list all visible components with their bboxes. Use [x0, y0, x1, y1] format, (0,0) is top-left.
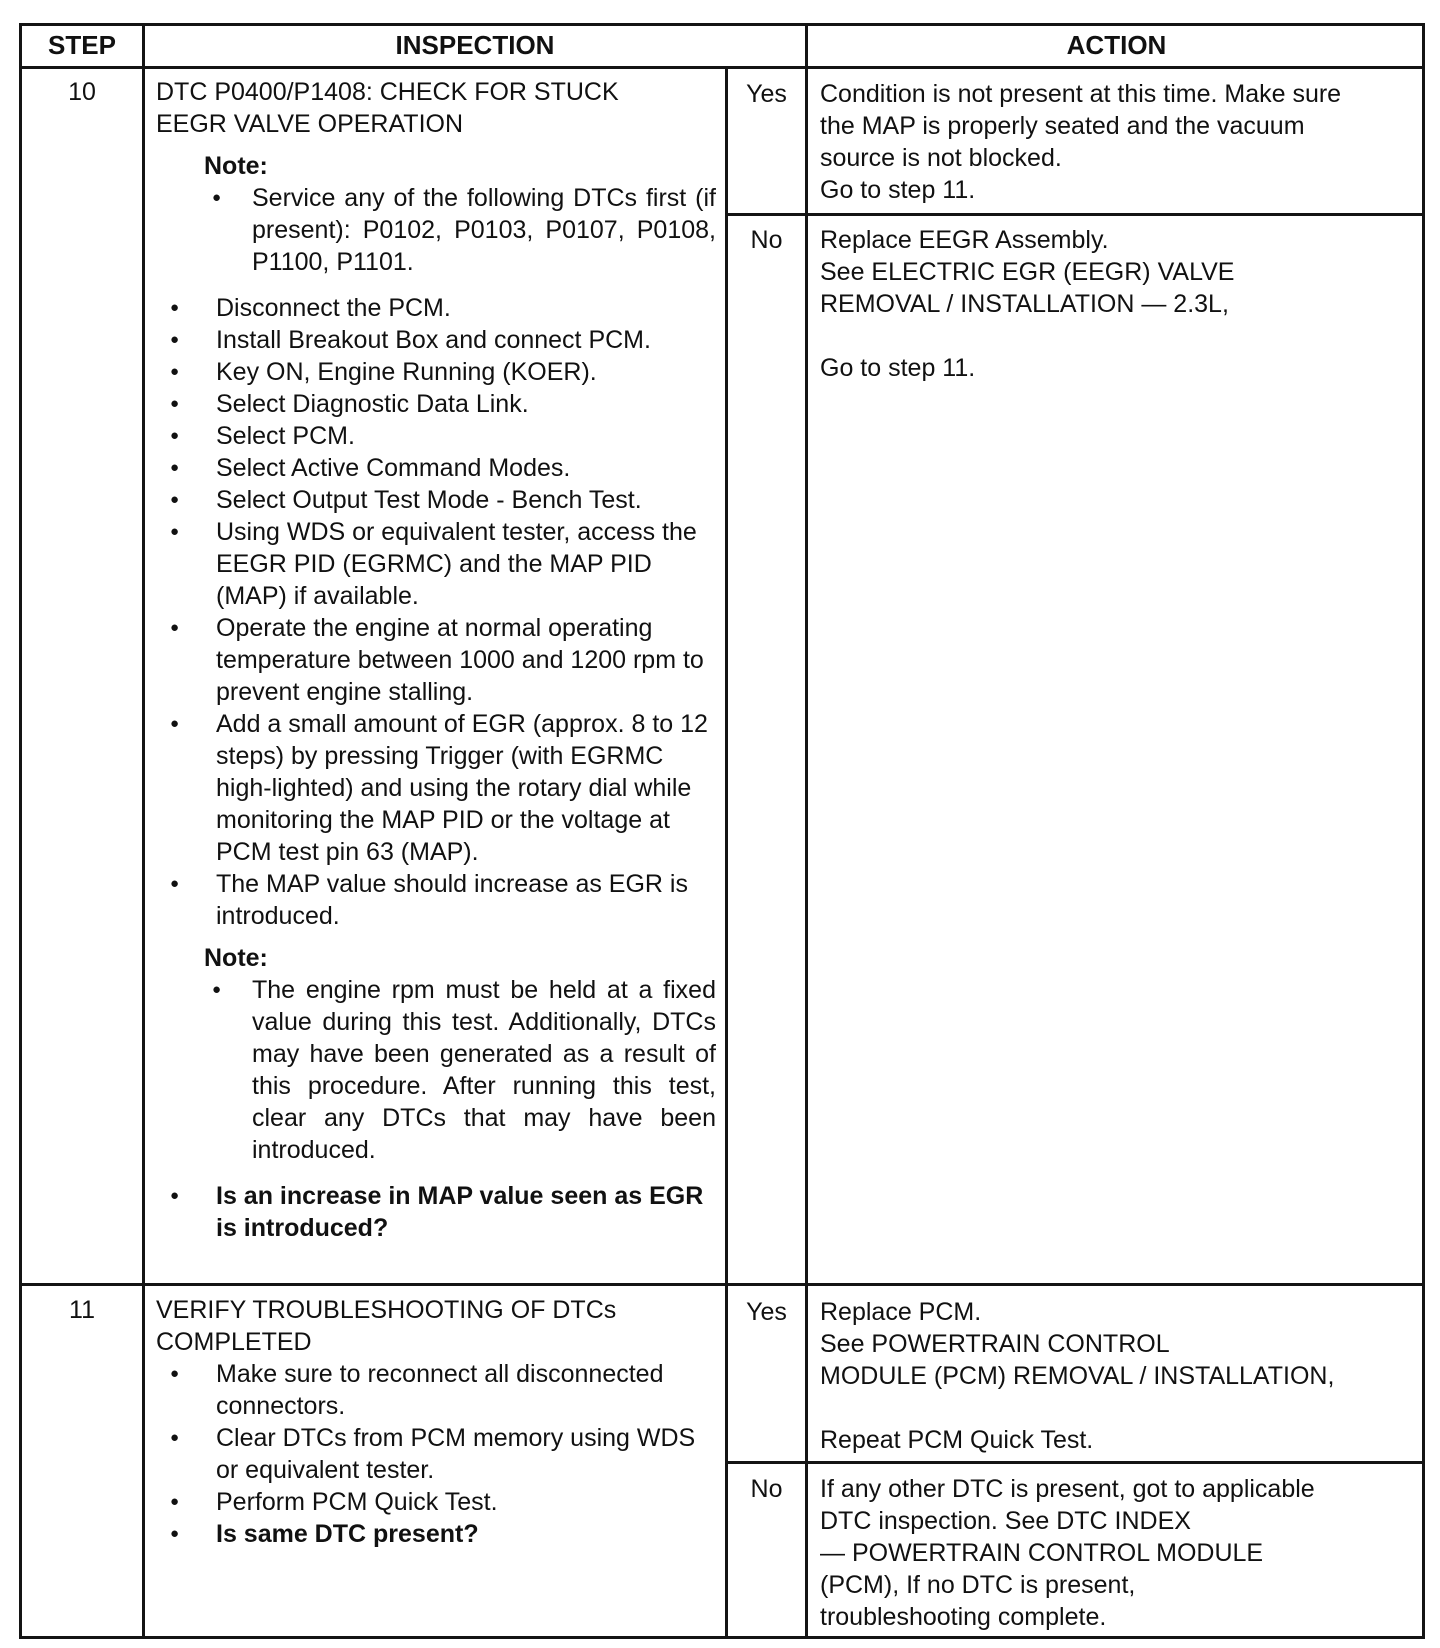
inspection-cell-step10	[156, 76, 716, 1244]
yes-label: Yes	[746, 80, 787, 108]
bullet-item: ● Key ON, Engine Running (KOER).	[156, 356, 716, 388]
no-action: If any other DTC is present, got to applicable DTC inspection. See DTC INDEX — POWERTRAIN CONTROL MODULE (PCM), If no DTC is present, troubleshooting complete.	[820, 1475, 1315, 1631]
inspection-title: EEGR VALVE OPERATION	[156, 110, 464, 138]
question: ● Is same DTC present?	[156, 1518, 716, 1550]
inspection-title: VERIFY TROUBLESHOOTING OF DTCs	[156, 1296, 617, 1324]
note-item: ● Service any of the following DTCs first (if present): P0102, P0103, P0107, P0108, P1100, P1101.	[204, 182, 716, 278]
inspection-cell-step11	[156, 1294, 716, 1550]
bullet-item: ● Using WDS or equivalent tester, access the EEGR PID (EGRMC) and the MAP PID (MAP) if available.	[156, 516, 716, 612]
step-column-divider	[142, 23, 145, 1639]
bullet-item: ● Disconnect the PCM.	[156, 292, 716, 324]
yes-label: Yes	[746, 1298, 787, 1326]
header-divider	[19, 66, 1425, 69]
no-action: Replace EEGR Assembly. See ELECTRIC EGR (EEGR) VALVE REMOVAL / INSTALLATION — 2.3L, Go to step 11.	[820, 226, 1235, 382]
bullet-item: ● Select Diagnostic Data Link.	[156, 388, 716, 420]
header-step: STEP	[48, 30, 116, 60]
bullet-item: ● Select Active Command Modes.	[156, 452, 716, 484]
bullet-item: ● Add a small amount of EGR (approx. 8 to 12 steps) by pressing Trigger (with EGRMC high-lighted) and using the rotary dial while monitoring the MAP PID or the voltage at PCM test pin 63 (MAP).	[156, 708, 716, 868]
action-column-divider	[805, 23, 808, 1639]
bullet-item: ● Clear DTCs from PCM memory using WDS or equivalent tester.	[156, 1422, 716, 1486]
note-heading: Note:	[204, 152, 268, 180]
row-divider	[19, 1283, 1425, 1286]
inspection-column-divider	[725, 66, 728, 1639]
bullet-item: ● Select PCM.	[156, 420, 716, 452]
inspection-title: DTC P0400/P1408: CHECK FOR STUCK	[156, 78, 619, 106]
no-label: No	[750, 226, 783, 254]
yes-no-divider-step10	[725, 213, 1425, 216]
note-block	[204, 942, 716, 1166]
note-block	[204, 150, 716, 278]
yes-no-divider-step11	[725, 1461, 1425, 1464]
yes-action: Replace PCM. See POWERTRAIN CONTROL MODULE (PCM) REMOVAL / INSTALLATION, Repeat PCM Quick Test.	[820, 1298, 1335, 1454]
step-number: 11	[69, 1296, 95, 1324]
header-inspection: INSPECTION	[395, 30, 555, 60]
question: ● Is an increase in MAP value seen as EGR is introduced?	[156, 1180, 716, 1244]
note-item: ● The engine rpm must be held at a fixed value during this test. Additionally, DTCs may have been generated as a result of this procedure. After running this test, clear any DTCs that may have been introduced.	[204, 974, 716, 1166]
bullet-item: ● Select Output Test Mode - Bench Test.	[156, 484, 716, 516]
bullet-item: ● Perform PCM Quick Test.	[156, 1486, 716, 1518]
inspection-title: COMPLETED	[156, 1328, 312, 1356]
note-heading: Note:	[204, 944, 268, 972]
no-label: No	[750, 1475, 783, 1503]
step-number: 10	[68, 78, 96, 106]
header-action: ACTION	[1066, 30, 1167, 60]
yes-action: Condition is not present at this time. Make sure the MAP is properly seated and the vacuum source is not blocked. Go to step 11.	[820, 80, 1342, 204]
bullet-item: ● The MAP value should increase as EGR is introduced.	[156, 868, 716, 932]
bullet-item: ● Operate the engine at normal operating temperature between 1000 and 1200 rpm to prevent engine stalling.	[156, 612, 716, 708]
bullet-item: ● Install Breakout Box and connect PCM.	[156, 324, 716, 356]
bullet-item: ● Make sure to reconnect all disconnected connectors.	[156, 1358, 716, 1422]
